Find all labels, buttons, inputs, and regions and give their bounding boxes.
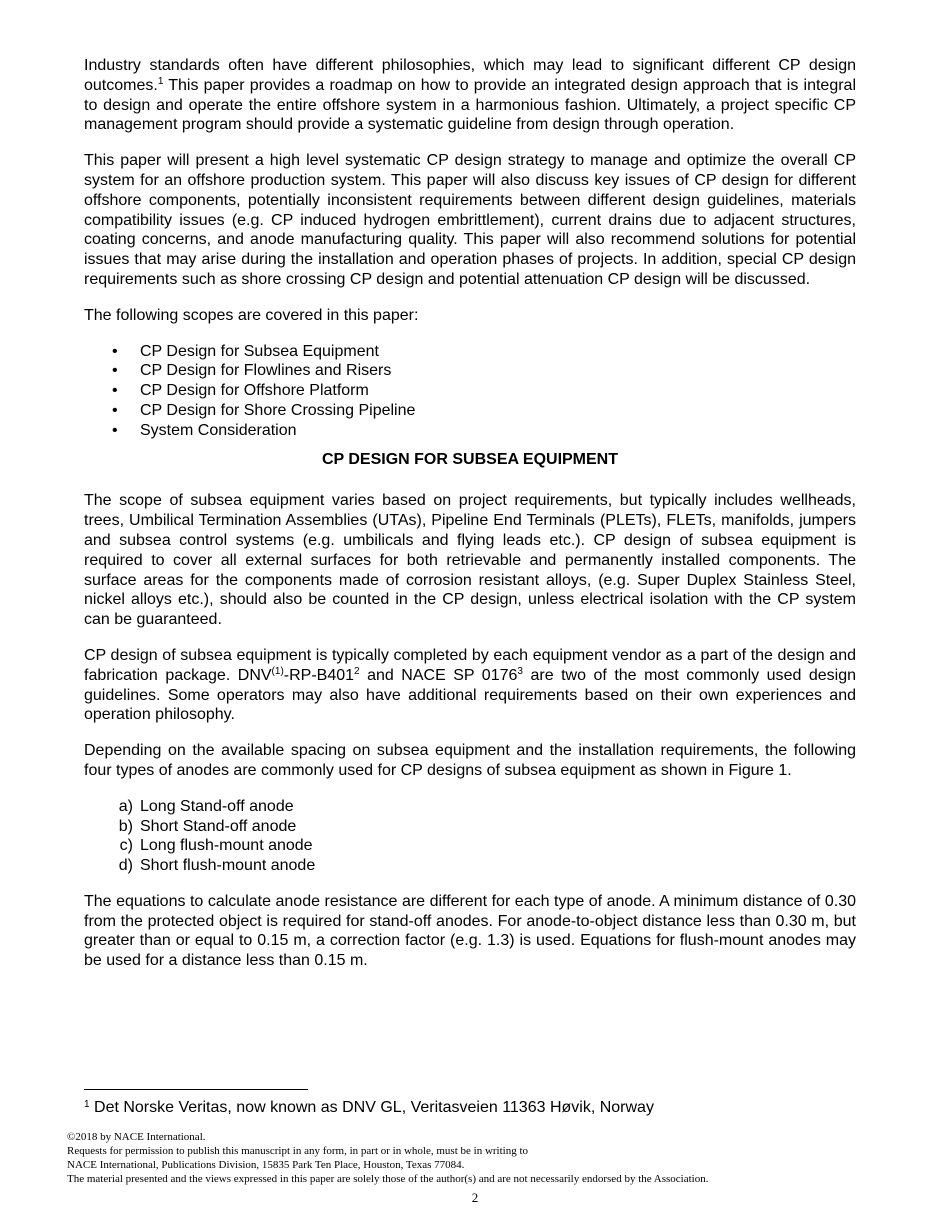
endnote-ref[interactable]: (1) <box>271 666 284 678</box>
scope-list <box>84 342 856 441</box>
list-marker: b) <box>118 817 133 835</box>
list-item: a) Long Stand-off anode <box>84 797 856 817</box>
section-paragraph-3: Depending on the available spacing on subsea equipment and the installation requirements, the following four types of anodes are commonly used for CP designs of subsea equipment as shown in Figure 1. <box>84 742 856 779</box>
list-marker: a) <box>118 797 133 815</box>
list-item: • CP Design for Offshore Platform <box>112 382 369 400</box>
list-item: • System Consideration <box>112 421 297 439</box>
intro-paragraph-1: Industry standards often have different philosophies, which may lead to significant different CP design outcomes.$^1$ This paper provides a roadmap on how to provide an integrated design approach that is integral to design and operate the entire offshore system in a harmonious fashion. Ultimately, a project specific CP management program should provide a systematic guideline from design through operation. <box>84 57 856 134</box>
list-item: • CP Design for Flowlines and Risers <box>112 362 392 380</box>
section-heading: CP DESIGN FOR SUBSEA EQUIPMENT <box>321 450 619 468</box>
page-body <box>84 56 856 971</box>
section-paragraph-1: The scope of subsea equipment varies based on project requirements, but typically includes wellheads, trees, Umbilical Termination Assemblies (UTAs), Pipeline End Terminals (PLETs), FLETs, manifolds, jumpers and subsea control systems (e.g. umbilicals and flying leads etc.). CP design of subsea equipment is required to cover all external surfaces for both retrievable and permanently installed components. The surface areas for the components made of corrosion resistant alloys, (e.g. Super Duplex Stainless Steel, nickel alloys etc.), should also be counted in the CP design, unless electrical isolation with the CP system can be guaranteed. <box>84 492 856 629</box>
bullet-icon: • <box>112 362 118 380</box>
list-item: • CP Design for Shore Crossing Pipeline <box>112 401 416 419</box>
section-paragraph-4: The equations to calculate anode resistance are different for each type of anode. A minimum distance of 0.30 from the protected object is required for stand-off anodes. For anode-to-object distance less than 0.30 m, but greater than or equal to 0.15 m, a correction factor (e.g. 1.3) is used. Equations for flush-mount anodes may be used for a distance less than 0.15 m. <box>84 892 856 970</box>
list-item: • CP Design for Subsea Equipment <box>112 342 379 360</box>
list-marker: d) <box>118 857 133 875</box>
footnote-mark: 1 <box>84 1098 90 1110</box>
bullet-icon: • <box>112 342 118 360</box>
footnote-ref[interactable]: 1 <box>157 76 164 88</box>
list-item: b) Short Stand-off anode <box>84 817 856 837</box>
list-item: d) Short flush-mount anode <box>84 856 856 876</box>
intro-paragraph-3: The following scopes are covered in this paper: <box>84 306 419 324</box>
bullet-icon: • <box>112 382 118 400</box>
list-item: c) Long flush-mount anode <box>84 836 856 856</box>
anode-type-list <box>84 797 856 876</box>
reference-ref[interactable]: 2 <box>354 666 360 678</box>
list-marker: c) <box>119 837 133 855</box>
intro-paragraph-2: This paper will present a high level systematic CP design strategy to manage and optimize the overall CP system for an offshore production system. This paper will also discuss key issues of CP design for different offshore components, potentially inconsistent requirements between different design guidelines, materials compatibility issues (e.g. CP induced hydrogen embrittlement), current drains due to adjacent structures, coating concerns, and anode manufacturing quality. This paper will also recommend solutions for potential issues that may arise during the installation and operation phases of projects. In addition, special CP design requirements such as shore crossing CP design and potential attenuation CP design will be discussed. <box>84 152 856 288</box>
reference-ref[interactable]: 3 <box>517 666 523 678</box>
footnote: $^1$ Det Norske Veritas, now known as DNV GL, Veritasveien 11363 Høvik, Norway <box>84 1098 654 1116</box>
bullet-icon: • <box>112 421 118 439</box>
bullet-icon: • <box>112 401 118 419</box>
section-paragraph-2: CP design of subsea equipment is typically completed by each equipment vendor as a part of the design and fabrication package. $DNV^{(1)}-RP-B401^2$ and NACE SP 0176$^3$ are two of the most commonly used design guidelines. Some operators may also have additional requirements based on their own experiences and operation philosophy. <box>84 646 857 724</box>
page-number: 2 <box>471 1190 479 1205</box>
footnote-divider <box>84 1089 308 1090</box>
copyright-notice: ©2018 by NACE International. Requests for permission to publish this manuscript in any form, in part or in whole, must be in writing to NACE International, Publications Division, 15835 Park Ten Place, Houston, Texas 77084. The material presented and the views expressed in this paper are solely those of the author(s) and are not necessarily endorsed by the Association. <box>67 1131 709 1185</box>
